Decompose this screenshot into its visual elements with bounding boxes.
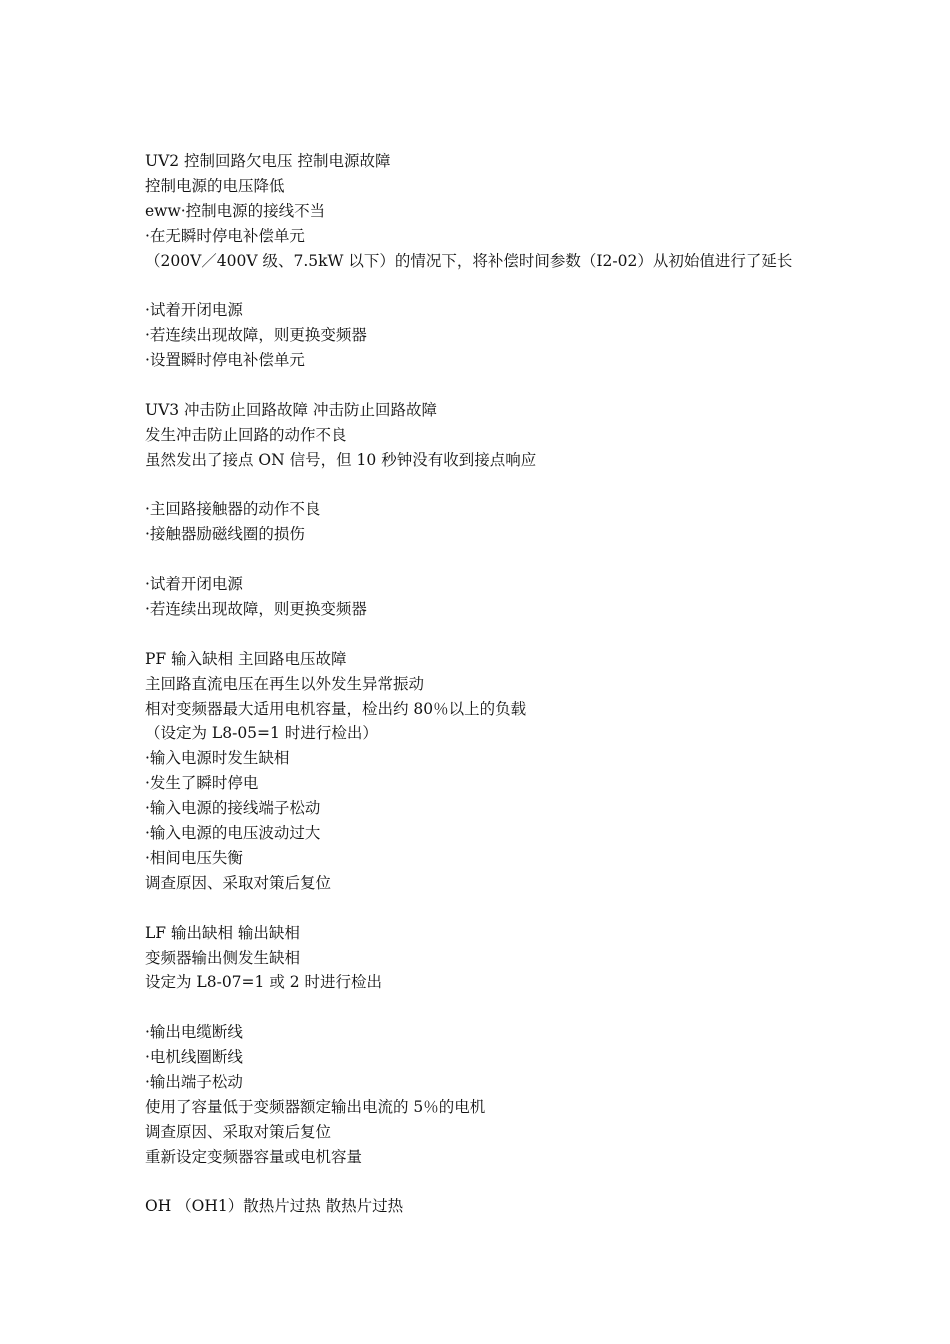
text-line: ·输出电缆断线 — [145, 1023, 243, 1042]
text-line: ·输入电源时发生缺相 — [145, 749, 290, 768]
text-line: UV3 冲击防止回路故障 冲击防止回路故障 — [145, 400, 437, 419]
text-line: ·试着开闭电源 — [145, 301, 243, 320]
text-line: 调查原因、采取对策后复位 — [145, 1122, 332, 1141]
text-line: OH （OH1）散热片过热 散热片过热 — [145, 1197, 404, 1216]
blank-line — [145, 995, 925, 1020]
text-line: 使用了容量低于变频器额定输出电流的 5％的电机 — [145, 1097, 486, 1116]
text-line: ·接触器励磁线圈的损伤 — [145, 525, 305, 544]
text-line: ·相间电压失衡 — [145, 848, 243, 867]
text-line: ·设置瞬时停电补偿单元 — [145, 351, 305, 370]
text-line: 虽然发出了接点 ON 信号，但 10 秒钟没有收到接点响应 — [145, 450, 537, 469]
text-line: 变频器输出侧发生缺相 — [145, 948, 301, 967]
blank-line — [145, 547, 925, 572]
text-line: 主回路直流电压在再生以外发生异常振动 — [145, 674, 425, 693]
text-line: （200V／400V 级、7.5kW 以下）的情况下，将补偿时间参数（I2-02）从初始值进行了延长 — [145, 251, 793, 270]
text-line: PF 输入缺相 主回路电压故障 — [145, 649, 347, 668]
document-body — [145, 149, 925, 1219]
text-line: ·在无瞬时停电补偿单元 — [145, 226, 305, 245]
text-line: ·若连续出现故障，则更换变频器 — [145, 600, 367, 619]
text-line: 设定为 L8-07=1 或 2 时进行检出 — [145, 973, 383, 992]
text-line: ·电机线圈断线 — [145, 1048, 243, 1067]
text-line: ·输出端子松动 — [145, 1072, 243, 1091]
text-line: （设定为 L8-05=1 时进行检出） — [145, 724, 378, 743]
text-line: ·主回路接触器的动作不良 — [145, 500, 321, 519]
text-line: 发生冲击防止回路的动作不良 — [145, 425, 347, 444]
blank-line — [145, 1170, 925, 1195]
blank-line — [145, 373, 925, 398]
text-line: ·若连续出现故障，则更换变频器 — [145, 326, 367, 345]
text-line: ·发生了瞬时停电 — [145, 774, 259, 793]
blank-line — [145, 896, 925, 921]
text-line: LF 输出缺相 输出缺相 — [145, 923, 300, 942]
text-line: 控制电源的电压降低 — [145, 176, 285, 195]
blank-line — [145, 622, 925, 647]
text-line: ·输入电源的接线端子松动 — [145, 799, 321, 818]
text-line: 重新设定变频器容量或电机容量 — [145, 1147, 363, 1166]
text-line: ·试着开闭电源 — [145, 575, 243, 594]
text-line: UV2 控制回路欠电压 控制电源故障 — [145, 152, 391, 170]
text-line: 相对变频器最大适用电机容量，检出约 80％以上的负载 — [145, 699, 527, 718]
blank-line — [145, 273, 925, 298]
text-line: eww·控制电源的接线不当 — [145, 201, 326, 220]
blank-line — [145, 473, 925, 498]
text-line: 调查原因、采取对策后复位 — [145, 873, 332, 892]
text-line: ·输入电源的电压波动过大 — [145, 824, 321, 843]
